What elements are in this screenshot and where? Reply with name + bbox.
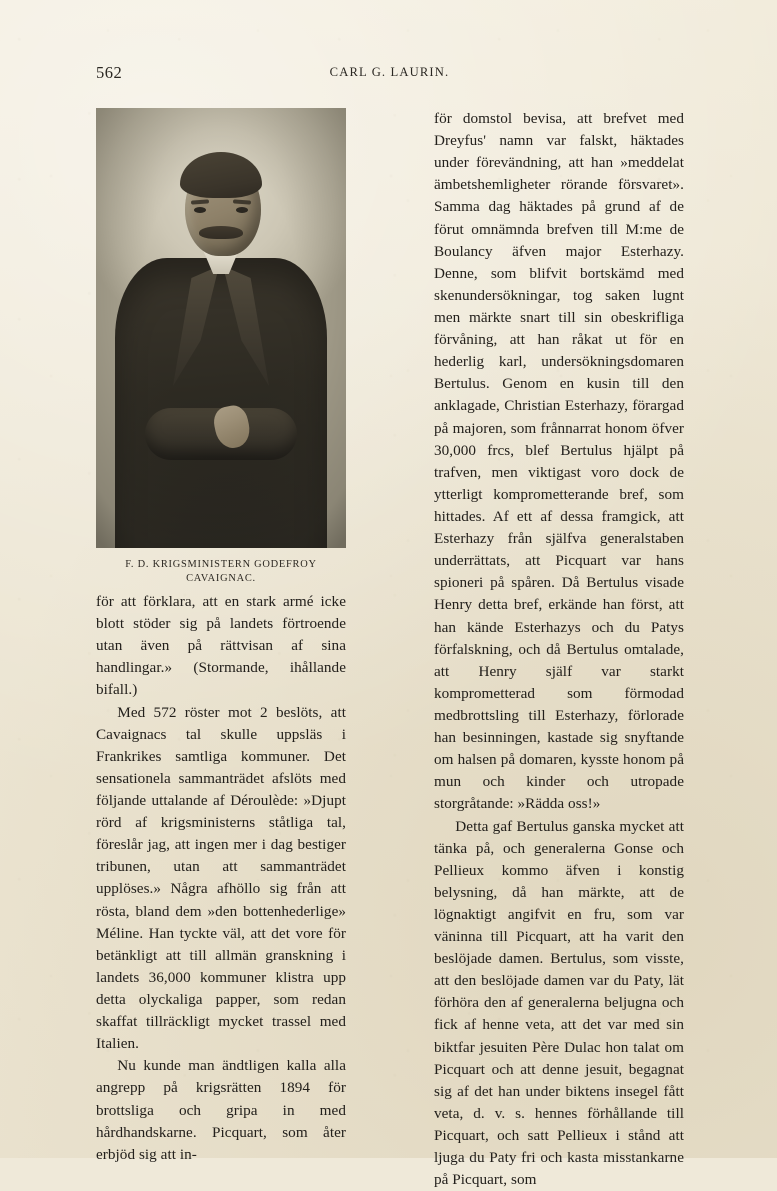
left-column — [96, 108, 346, 1166]
page-header — [96, 63, 683, 85]
page-number: 562 — [96, 63, 122, 83]
portrait-photo — [96, 108, 346, 548]
paragraph: Nu kunde man ändtligen kalla alla angrepp på krigsrätten 1894 för brottsliga och gripa in med hårdhandskarne. Picquart, som åter erbjöd sig att in- — [96, 1055, 346, 1166]
running-head: CARL G. LAURIN. — [96, 65, 683, 80]
figure-caption: F. D. KRIGSMINISTERN GODEFROY CAVAIGNAC. — [96, 558, 346, 585]
photo-vignette — [96, 108, 346, 548]
left-column-text — [96, 591, 346, 1166]
paragraph: Detta gaf Bertulus ganska mycket att tänka på, och generalerna Gonse och Pellieux kommo äfven i konstig belysning, då han märkte, att de lögnaktigt angifvit en fru, som var väninna till Picquart, att ha varit den beslöjade damen. Bertulus, som visste, att den beslöjade damen var du Paty, lät förhöra den af generalerna beljugna och fick af henne veta, att det var med sin biktfar jesuiten Père Dulac hon talat om Picquart och att denne jesuit, begagnat sig af det han under biktens insegel fått veta, d. v. s. hennes förhållande till Picquart, och satt Pellieux i stånd att ljuga du Paty fri och kasta misstankarne på Picquart, som — [434, 816, 684, 1191]
right-column — [434, 108, 684, 1191]
paragraph: Med 572 röster mot 2 beslöts, att Cavaignacs tal skulle uppsläs i Frankrikes samtliga kommuner. Det sensationela sammanträdet afslöts med följande uttalande af Déroulède: »Djupt rörd af krigsministerns ståtliga tal, föreslår jag, att ingen mer i dag bestiger tribunen, utan att sammanträdet upplöses.» Några afhöllo sig från att rösta, bland dem »den bottenhederlige» Méline. Han tyckte väl, att det vore för betänkligt att till allmän granskning i landets 36,000 kommuner klistra upp detta olyckaliga papper, som redan skaffat tillräckligt mycket trassel med Italien. — [96, 702, 346, 1056]
paragraph: för att förklara, att en stark armé icke blott stöder sig på landets förtroende utan även på rättvisan af sina handlingar.» (Stormande, ihållande bifall.) — [96, 591, 346, 702]
paragraph: för domstol bevisa, att brefvet med Dreyfus' namn var falskt, häktades under förevändning, att han »meddelat ämbetshemligheter rörande försvaret». Samma dag häktades på grund af de förut omnämnda brefven till M:me de Boulancy äfven major Esterhazy. Denne, som blifvit bortskämd med skenundersökningar, tog saken lugnt men märkte snart till sin obeskrifliga förvåning, att han råkat ut för en hederlig karl, undersökningsdomaren Bertulus. Genom en kusin till den anklagade, Christian Esterhazy, förargad på majoren, som frånnarrat honom öfver 30,000 frcs, blef Bertulus hjälpt på trafven, men viktigast voro dock de ytterligt komprometterande bref, som hittades. Af ett af dessa framgick, att Esterhazy från själfva generalstaben underrättats, att Picquart var hans spioneri på spåren. Då Bertulus visade Henry detta bref, erkände han först, att han kände Esterhazys och du Patys förfalskning, och då Bertulus omtalade, att Henry själf var starkt komprometterad som förmodad medbrottsling till Esterhazy, förlorade han besinningen, kastade sig snyftande om halsen på domaren, kysste honom på mun och kinder och utropade storgråtande: »Rädda oss!» — [434, 108, 684, 816]
portrait-figure — [96, 108, 346, 585]
